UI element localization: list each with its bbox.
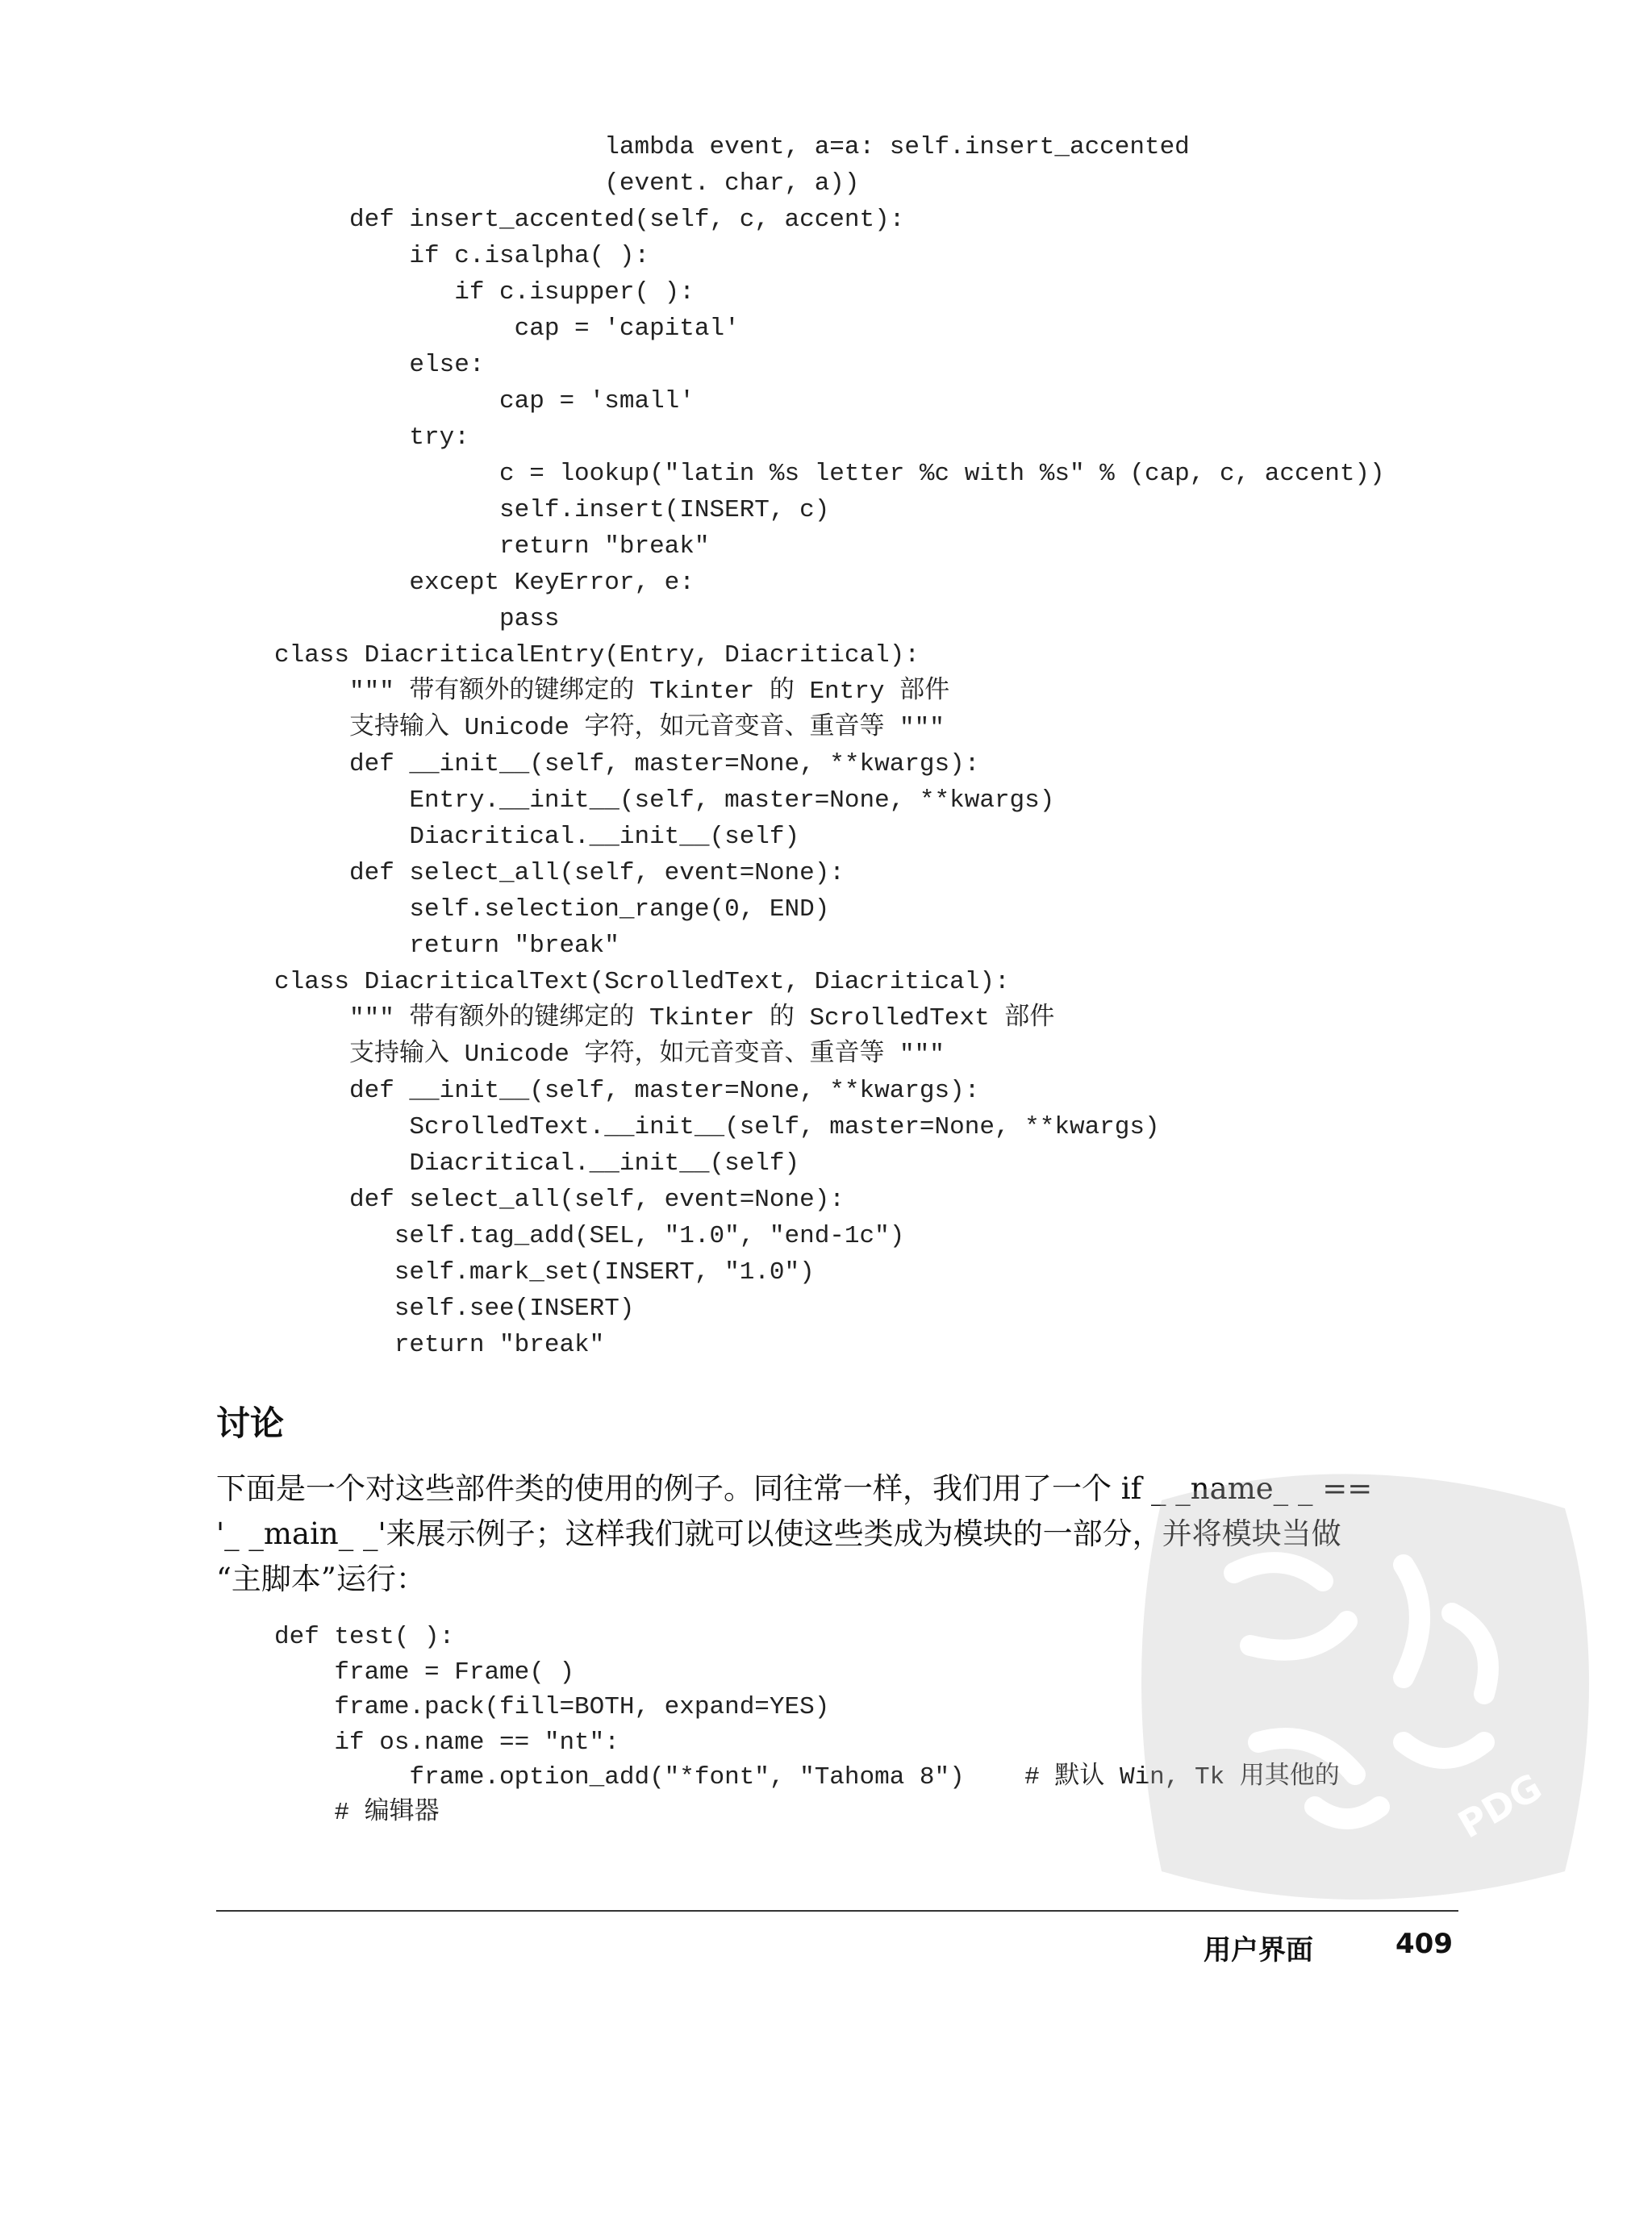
code-line: self.insert(INSERT, c) <box>274 496 830 524</box>
watermark-label: PDG <box>1450 1764 1550 1847</box>
footer-divider <box>216 1910 1458 1912</box>
code-line: ScrolledText.__init__(self, master=None, **kwargs) <box>274 1113 1160 1141</box>
code-line: if c.isalpha( ): <box>274 242 650 270</box>
code-line: frame.option_add("*font", "Tahoma 8") # 默认 Win, Tk 用其他的 <box>274 1763 1340 1791</box>
code-line: else: <box>274 351 485 379</box>
code-line: if os.name == "nt": <box>274 1728 620 1757</box>
code-line: c = lookup("latin %s letter %c with %s" % (cap, c, accent)) <box>274 460 1385 488</box>
code-line: frame = Frame( ) <box>274 1658 575 1687</box>
code-line: self.mark_set(INSERT, "1.0") <box>274 1258 815 1287</box>
code-line: Diacritical.__init__(self) <box>274 1149 800 1178</box>
page-number: 409 <box>1395 1928 1453 1960</box>
code-line: 支持输入 Unicode 字符，如元音变音、重音等 """ <box>274 714 945 742</box>
code-line: pass <box>274 605 560 633</box>
code-line: lambda event, a=a: self.insert_accented <box>274 133 1190 161</box>
code-line: """ 带有额外的键绑定的 Tkinter 的 ScrolledText 部件 <box>274 1004 1055 1032</box>
code-line: self.selection_range(0, END) <box>274 895 830 924</box>
code-line: # 编辑器 <box>274 1798 440 1827</box>
section-heading: 讨论 <box>216 1403 285 1443</box>
code-line: Entry.__init__(self, master=None, **kwargs) <box>274 786 1055 815</box>
code-line: return "break" <box>274 932 620 960</box>
paragraph-line: “主脚本”运行： <box>216 1562 426 1596</box>
code-line: cap = 'small' <box>274 387 695 415</box>
code-block-main <box>274 129 1385 1363</box>
code-line: cap = 'capital' <box>274 315 740 343</box>
code-line: def __init__(self, master=None, **kwargs): <box>274 750 980 778</box>
code-line: class DiacriticalEntry(Entry, Diacritical): <box>274 641 920 669</box>
code-line: def test( ): <box>274 1623 455 1651</box>
code-line: if c.isupper( ): <box>274 278 695 307</box>
code-line: Diacritical.__init__(self) <box>274 823 800 851</box>
code-line: self.see(INSERT) <box>274 1295 635 1323</box>
code-line: self.tag_add(SEL, "1.0", "end-1c") <box>274 1222 905 1250</box>
code-line: except KeyError, e: <box>274 569 695 597</box>
code-line: (event. char, a)) <box>274 169 860 198</box>
code-line: try: <box>274 423 469 452</box>
code-line: def select_all(self, event=None): <box>274 859 845 887</box>
code-line: """ 带有额外的键绑定的 Tkinter 的 Entry 部件 <box>274 678 950 706</box>
watermark-seal <box>1113 1436 1613 1936</box>
code-line: frame.pack(fill=BOTH, expand=YES) <box>274 1693 830 1721</box>
code-line: return "break" <box>274 532 710 561</box>
code-line: def select_all(self, event=None): <box>274 1186 845 1214</box>
code-line: return "break" <box>274 1331 605 1359</box>
paragraph-line: 下面是一个对这些部件类的使用的例子。同往常一样，我们用了一个 if _ _name_ _ == <box>216 1471 1373 1506</box>
footer-section-title: 用户界面 <box>1204 1934 1313 1966</box>
code-line: def insert_accented(self, c, accent): <box>274 206 905 234</box>
paragraph-line: '_ _main_ _'来展示例子；这样我们就可以使这些类成为模块的一部分，并将模块当做 <box>216 1516 1341 1551</box>
code-line: def __init__(self, master=None, **kwargs): <box>274 1077 980 1105</box>
code-line: class DiacriticalText(ScrolledText, Diacritical): <box>274 968 1010 996</box>
code-line: 支持输入 Unicode 字符，如元音变音、重音等 """ <box>274 1041 945 1069</box>
